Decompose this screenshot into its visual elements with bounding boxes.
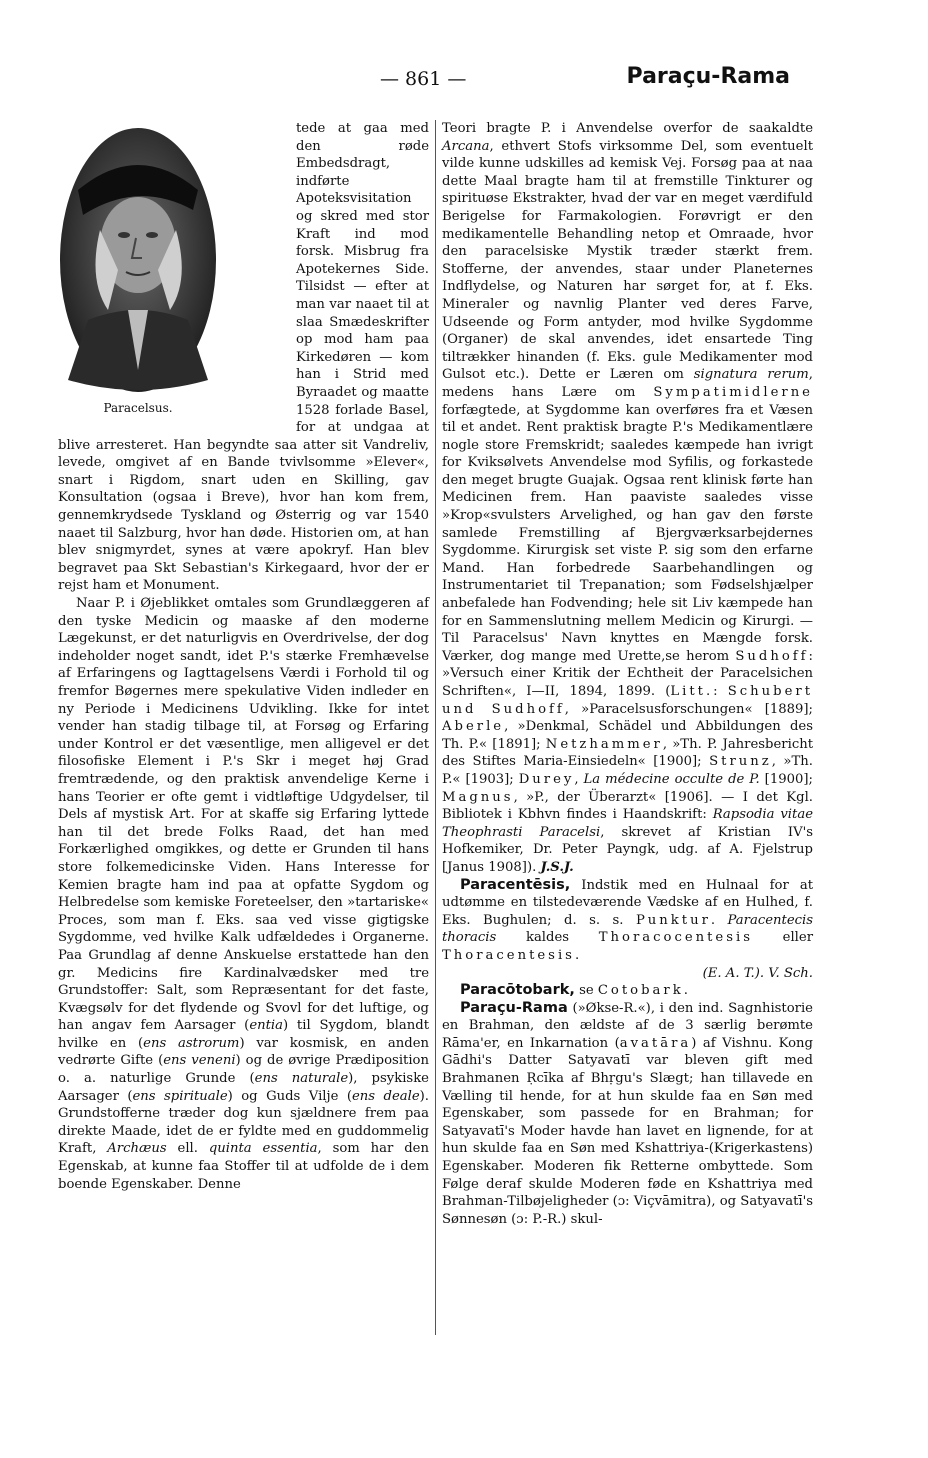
entry-paracu-rama: Paraçu-Rama (»Økse-R.«), i den ind. Sagnhistorie en Brahman, den ældste af de 3 særlig berømte Rāma'er, en Inkarnation (avatāra) af Vishnu. Kong Gādhi's Datter Satyavatī var bleven gift med Brahmanen Ṛcīka af Bhṛgu's Slægt; han tillavede en Vælling til hende, for at hun skulde faa en Søn med Egenskaber, som passede for en Brahman; for Satyavatī's Moder havde han lavet en lignende, for at hun skulde faa en Søn med Kshattriya-(Krigerkastens) Egenskaber. Moderen fik Retterne ombyttede. Som Følge deraf skulde Moderen føde en Kshattriya med Brahman-Tilbøjeligheder (ɔ: Viçvāmitra), og Satyavatī's Sønnesøn (ɔ: P.-R.) skul- xyxy=(442,999,814,1227)
portrait-caption: Paracelsus. xyxy=(103,401,173,416)
headword: Paraçu-Rama xyxy=(460,999,568,1016)
portrait-figure xyxy=(58,120,286,420)
headword: Paracōtobark, xyxy=(460,982,575,999)
column-divider xyxy=(435,120,436,1335)
signature: (E. A. T.). V. Sch. xyxy=(702,965,813,981)
paragraph: Naar P. i Øjeblikket omtales som Grundlæggeren af den tyske Medicin og maaske af den moderne Lægekunst, er det naturligvis en Overdrivelse, der dog indeholder noget sandt, idet P.'s stærke Fremhævelse af Erfaringens og Iagttagelsens Værdi i Forhold til og fremfor Bøgernes mere spekulative Viden indleder en ny Periode i Medicinens Udvikling. Ikke for intet vender han stadig tilbage til, at Forsøg og Erfaring under Kontrol er det væsentlige, men alligevel er det filosofiske Element i P.'s Skr i meget høj Grad fremtrædende, og den praktisk anvendelige Kerne i hans Teorier er ofte gemt i vidtløftige Udgydelser, til Dels af mystisk Art. For at skaffe sig Erfaring lyttede han til det brede Folks Raad, det han med Forkærlighed omgikkes, og dette er Grunden til hans store folkemedicinske Viden. Hans Interesse for Kemien bragte ham ind paa at opfatte Sygdom og Helbredelse som kemiske Foreteelser, den »tartariske« Proces, som man f. Eks. saa ved visse gigtigske Sygdomme, ved hvilke Kalk udfældedes i Organerne. Paa Grundlag af denne Anskuelse erstattede han den gr. Medicins fire Kardinalvædsker med tre Grundstoffer: Salt, som Repræsentant for det faste, Kvægsølv for det flydende og Svovl for det luftige, og han angav fem Aarsager (entia) til Sygdom, blandt hvilke en (ens astrorum) var kosmisk, en anden vedrørte Gifte (ens veneni) og de øvrige Prædiposition o. a. naturlige Grunde (ens naturale), psykiske Aarsager (ens spirituale) og Guds Vilje (ens deale). Grundstofferne træder dog kun sjældnere frem paa direkte Maade, idet de er fyldte med en guddommelig Kraft, Archæus ell. quinta essentia, som har den Egenskab, at kunne faa Stoffer til at udfolde de i dem boende Egenskaber. Denne xyxy=(58,596,430,1192)
page-header xyxy=(0,62,928,102)
entry-paracotobark: Paracōtobark, se Cotobark. xyxy=(460,982,688,999)
paragraph: Teori bragte P. i Anvendelse overfor de saakaldte Arcana, ethvert Stofs virksomme Del, som eventuelt vilde kunne udskilles ad kemisk Vej. Forsøg paa at naa dette Maal bragte ham til at fremstille Tinkturer og spirituøse Ekstrakter, hvad der var en meget værdifuld Berigelse for Farmakologien. Forøvrigt er den medikamentelle Behandling netop et Omraade, hvor den paracelsiske Mystik træder stærkt frem. Stofferne, der anvendes, staar under Planeternes Indflydelse, og Naturen har sørget for, at f. Eks. Mineraler og navnlig Planter ved deres Farve, Udseende og Form antyder, mod hvilke Sygdomme (Organer) de skal anvendes, idet ensartede Ting tiltrækker hinanden (f. Eks. gule Medikamenter mod Gulsot etc.). Dette er Læren om signatura rerum, medens hans Lære om Sympatimidlerne forfægtede, at Sygdomme kan overføres fra et Væsen til et andet. Rent praktisk bragte P.'s Medikamentlære nogle store Fremskridt; saaledes kæmpede han ivrigt for Kviksølvets Anvendelse mod Syfilis, og forkastede den meget brugte Guajak. Ogsaa rent klinisk førte han Medicinen frem. Han paaviste saaledes visse »Krop«svulsters Arvelighed, og han gav den første samlede Fremstilling af Bjergværksarbejdernes Sygdomme. Kirurgisk set viste P. sig som den erfarne Mand. Han forbedrede Saarbehandlingen og Instrumentariet til Trepanation; som Fødselshjælper anbefalede han Fodvending; hele sit Liv kæmpede han for en Sammenslutning mellem Medicin og Kirurgi. — Til Paracelsus' Navn knyttes en Mængde forsk. Værker, dog mange med Urette,se herom Sudhoff: »Versuch einer Kritik der Echtheit der Paracelsichen Schriften«, I—II, 1894, 1899. (Litt.: Schubert und Sudhoff, »Paracelsusforschungen« [1889]; Aberle, »Denkmal, Schädel und Abbildungen des Th. P.« [1891]; Netzhammer, »Th. P. Jahresbericht des Stiftes Maria-Einsiedeln« [1900]; Strunz, »Th. P.« [1903]; Durey, La médecine occulte de P. [1900]; Magnus, »P., der Überarzt« [1906]. — I det Kgl. Bibliotek i Kbhvn findes i Haandskrift: Rapsodia vitae Theophrasti Paracelsi, skrevet af Kristian IV's Hofkemiker, Dr. Peter Payngk, udg. af A. Fjelstrup [Janus 1908]). J.S.J. xyxy=(442,121,813,875)
right-column xyxy=(442,120,813,1228)
running-head: Paraçu-Rama xyxy=(626,64,790,89)
paracelsus-portrait xyxy=(58,120,218,396)
page-number: — 861 — xyxy=(380,68,467,90)
headword: Paracentēsis, xyxy=(460,876,571,893)
entry-paracentesis: Paracentēsis, Indstik med en Hulnaal for at udtømme en tilstedeværende Vædske af en Hulhed, f. Eks. Bughulen; d. s. s. Punktur. Paracentecis thoracis kaldes Thoracocentesis eller Thoracentesis. xyxy=(442,876,814,963)
paragraph: tede at gaa med den røde Embedsdragt, indførte Apoteksvisitation og skred med stor Kraft ind mod forsk. Misbrug fra Apotekernes Side. Tilsidst — efter at man var naaet til at slaa Smædeskrifter op mod ham paa Kirkedøren — kom han i Strid med Byraadet og maatte 1528 forlade Basel, for at undgaa at blive arresteret. Han begyndte saa atter sit Vandreliv, levede, omgivet af en Bande tvivlsomme »Elever«, snart i Rigdom, snart uden en Skilling, gav Konsultation (ogsaa i Breve), hvor han kom frem, gennemkrydsede Tyskland og Østerrig og var 1540 naaet til Salzburg, hvor han døde. Historien om, at han blev snigmyrdet, synes at være apokryf. Han blev begravet paa Skt Sebastian's Kirkegaard, hvor der er rejst ham et Monument. xyxy=(58,121,429,594)
left-column xyxy=(58,120,429,1193)
